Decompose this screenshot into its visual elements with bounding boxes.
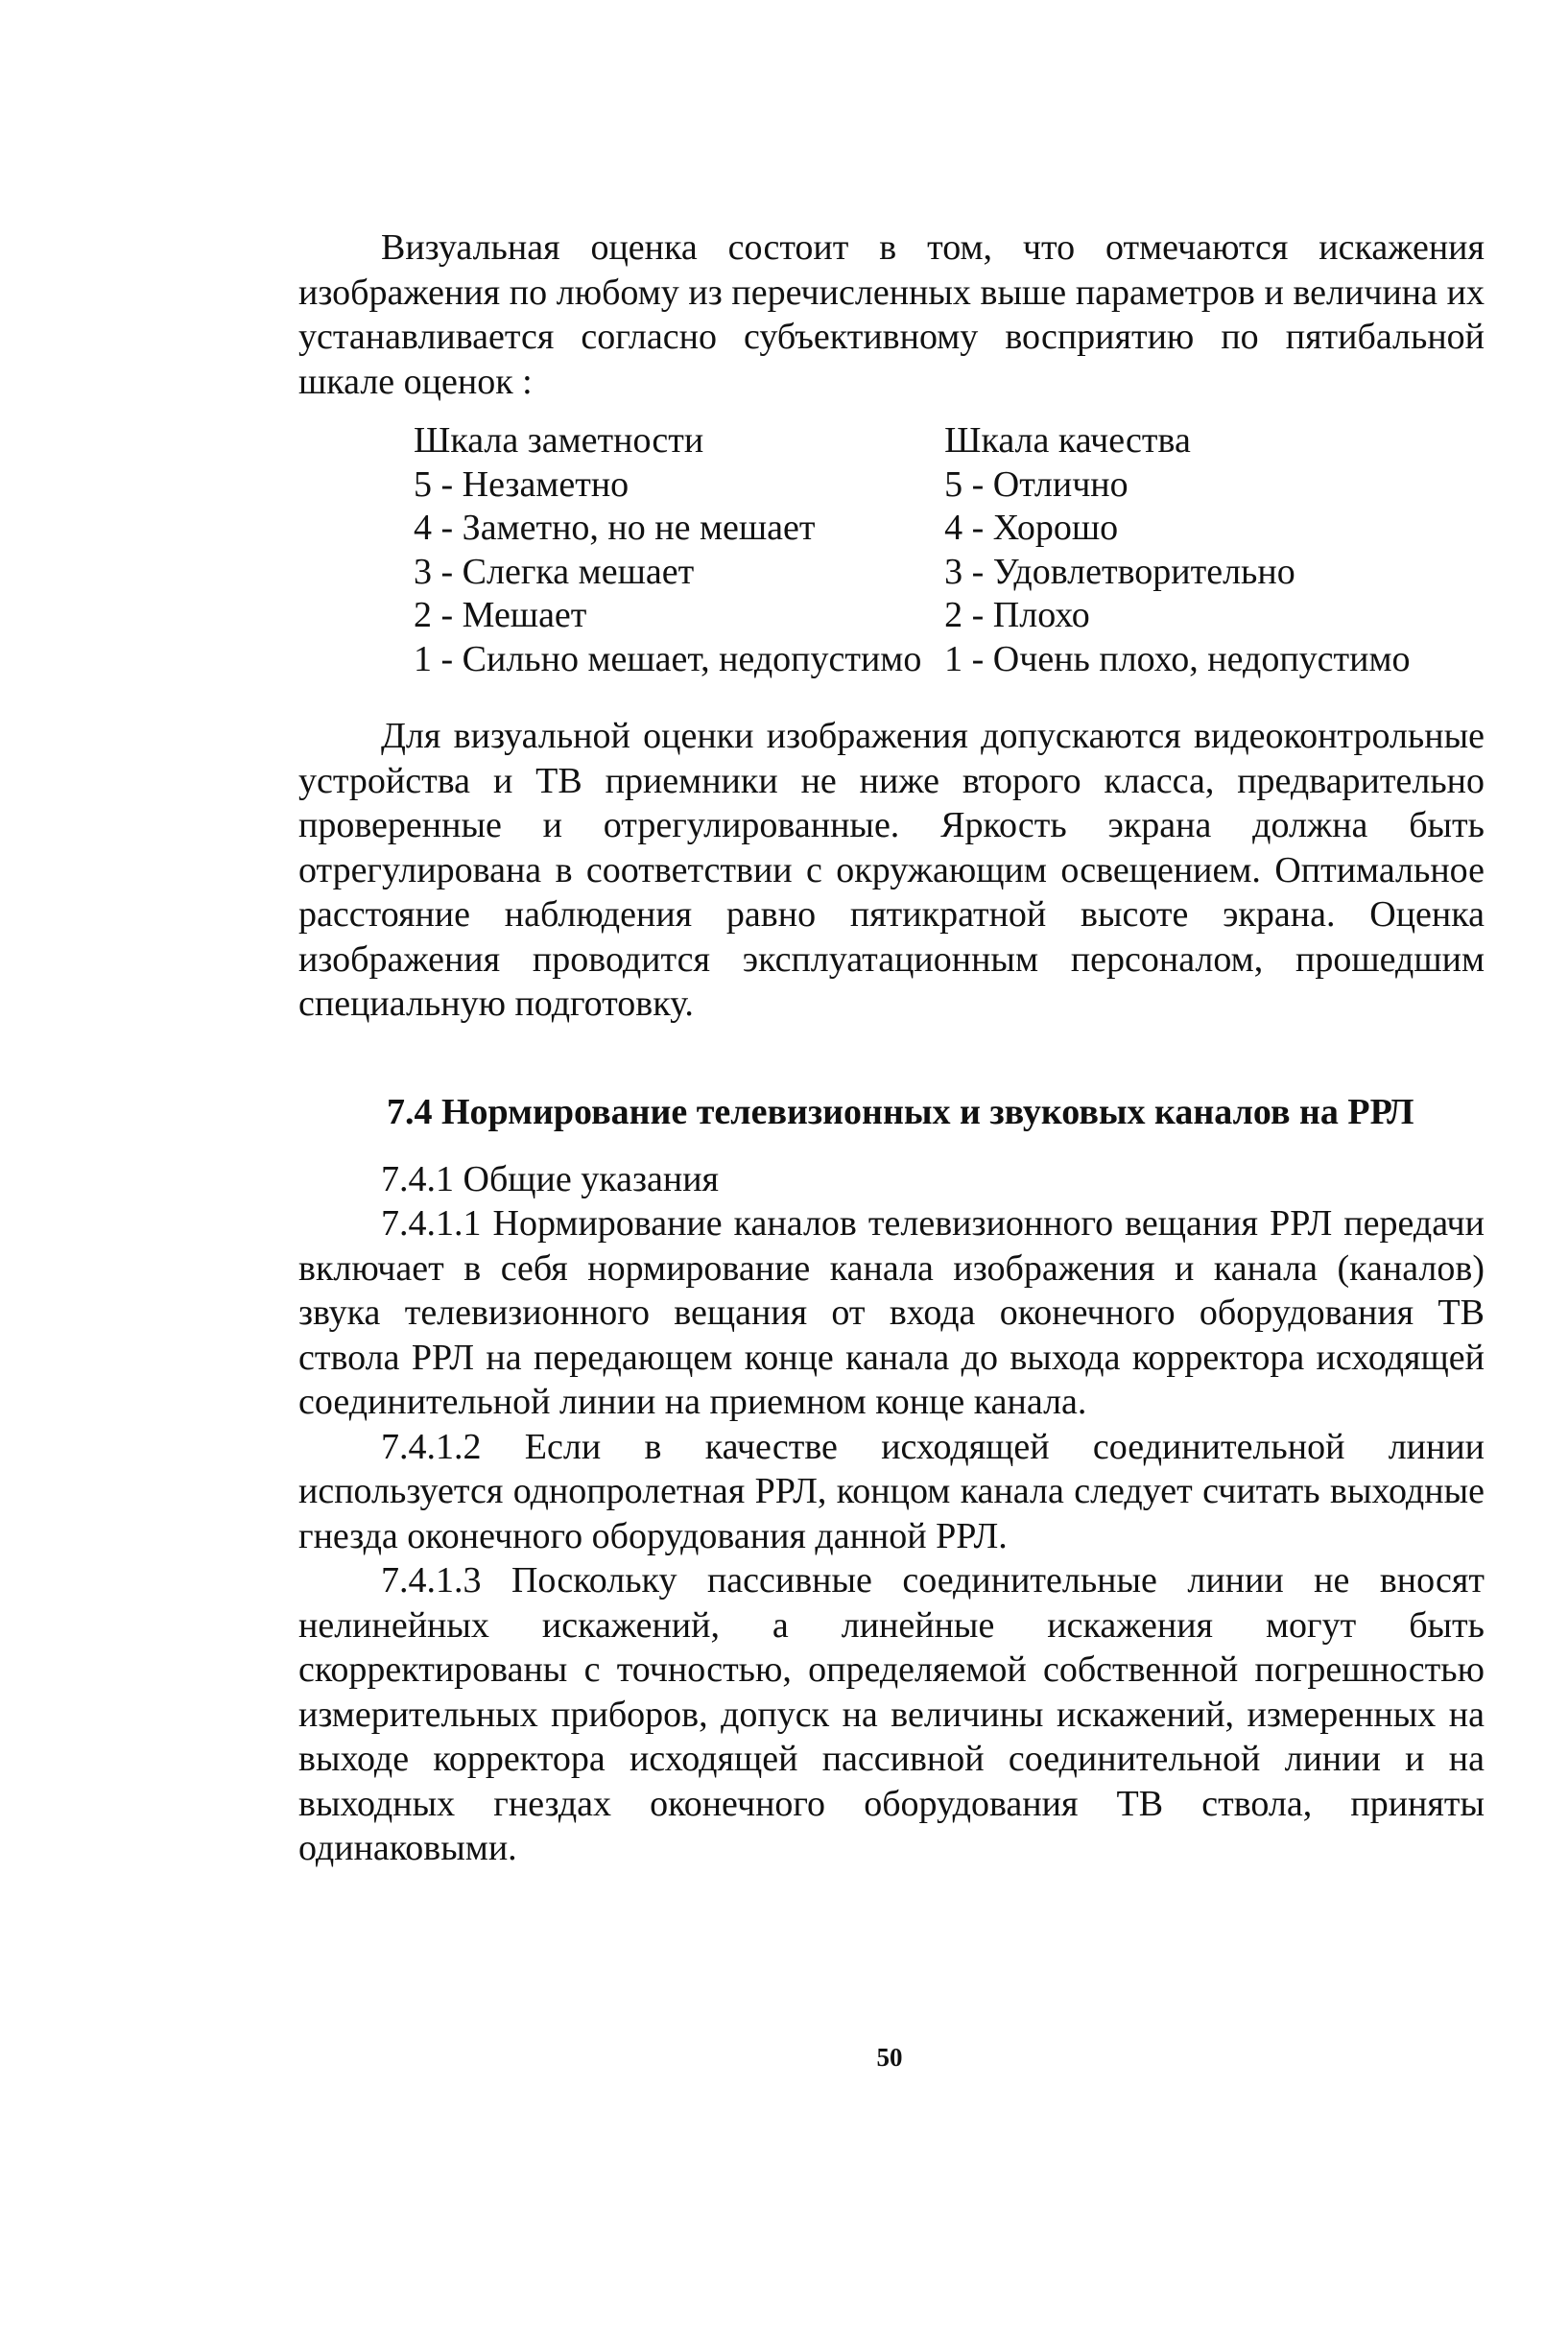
- visibility-scale-item: 2 - Мешает: [414, 595, 587, 635]
- visibility-scale-item: 5 - Незаметно: [414, 463, 630, 505]
- quality-scale-item: 2 - Плохо: [944, 595, 1090, 635]
- visibility-scale-item: 3 - Слегка мешает: [414, 551, 695, 592]
- visibility-scale: [414, 419, 944, 681]
- visibility-scale-item: 1 - Сильно мешает, недопустимо: [414, 638, 922, 679]
- section-heading: 7.4 Нормирование телевизионных и звуковых каналов на РРЛ: [387, 1091, 1414, 1132]
- rating-scales: [414, 419, 1485, 681]
- quality-scale-item: 5 - Отлично: [944, 463, 1128, 505]
- quality-scale-item: 4 - Хорошо: [944, 508, 1119, 548]
- intro-paragraph: Визуальная оценка состоит в том, что отмечаются искажения изображения по любому из перечисленных выше параметров и величина их устанавливается согласно субъективному восприятию по пятибальной шкале оценок :: [298, 227, 1485, 402]
- quality-scale-title: Шкала качества: [944, 420, 1191, 461]
- quality-scale: [944, 419, 1485, 681]
- visibility-scale-item: 4 - Заметно, но не мешает: [414, 508, 816, 548]
- clause-paragraph: 7.4.1.3 Поскольку пассивные соединительные линии не вносят нелинейных искажений, а линейные искажения могут быть скорректированы с точностью, определяемой собственной погрешностью измерительных приборов, допуск на величины искажений, измеренных на выходе корректора исходящей пассивной соединительной линии и на выходных гнездах оконечного оборудования ТВ ствола, приняты одинаковыми.: [298, 1560, 1485, 1868]
- quality-scale-item: 3 - Удовлетворительно: [944, 551, 1295, 592]
- page-content: [298, 225, 1485, 1871]
- subsection-heading: 7.4.1 Общие указания: [381, 1158, 720, 1199]
- visibility-scale-title: Шкала заметности: [414, 420, 704, 461]
- clause-paragraph: 7.4.1.2 Если в качестве исходящей соединительной линии используется однопролетная РРЛ, концом канала следует считать выходные гнезда оконечного оборудования данной РРЛ.: [298, 1426, 1485, 1556]
- clause-paragraph: 7.4.1.1 Нормирование каналов телевизионного вещания РРЛ передачи включает в себя нормирование канала изображения и канала (каналов) звука телевизионного вещания от входа оконечного оборудования ТВ ствола РРЛ на передающем конце канала до выхода корректора исходящей соединительной линии на приемном конце канала.: [298, 1203, 1485, 1422]
- quality-scale-item: 1 - Очень плохо, недопустимо: [944, 638, 1411, 679]
- conditions-paragraph: Для визуальной оценки изображения допускаются видеоконтрольные устройства и ТВ приемники не ниже второго класса, предварительно проверенные и отрегулированные. Яркость экрана должна быть отрегулирована в соответствии с окружающим освещением. Оптимальное расстояние наблюдения равно пятикратной высоте экрана. Оценка изображения проводится эксплуатационным персоналом, прошедшим специальную подготовку.: [298, 716, 1485, 1024]
- page-number: 50: [876, 2043, 903, 2072]
